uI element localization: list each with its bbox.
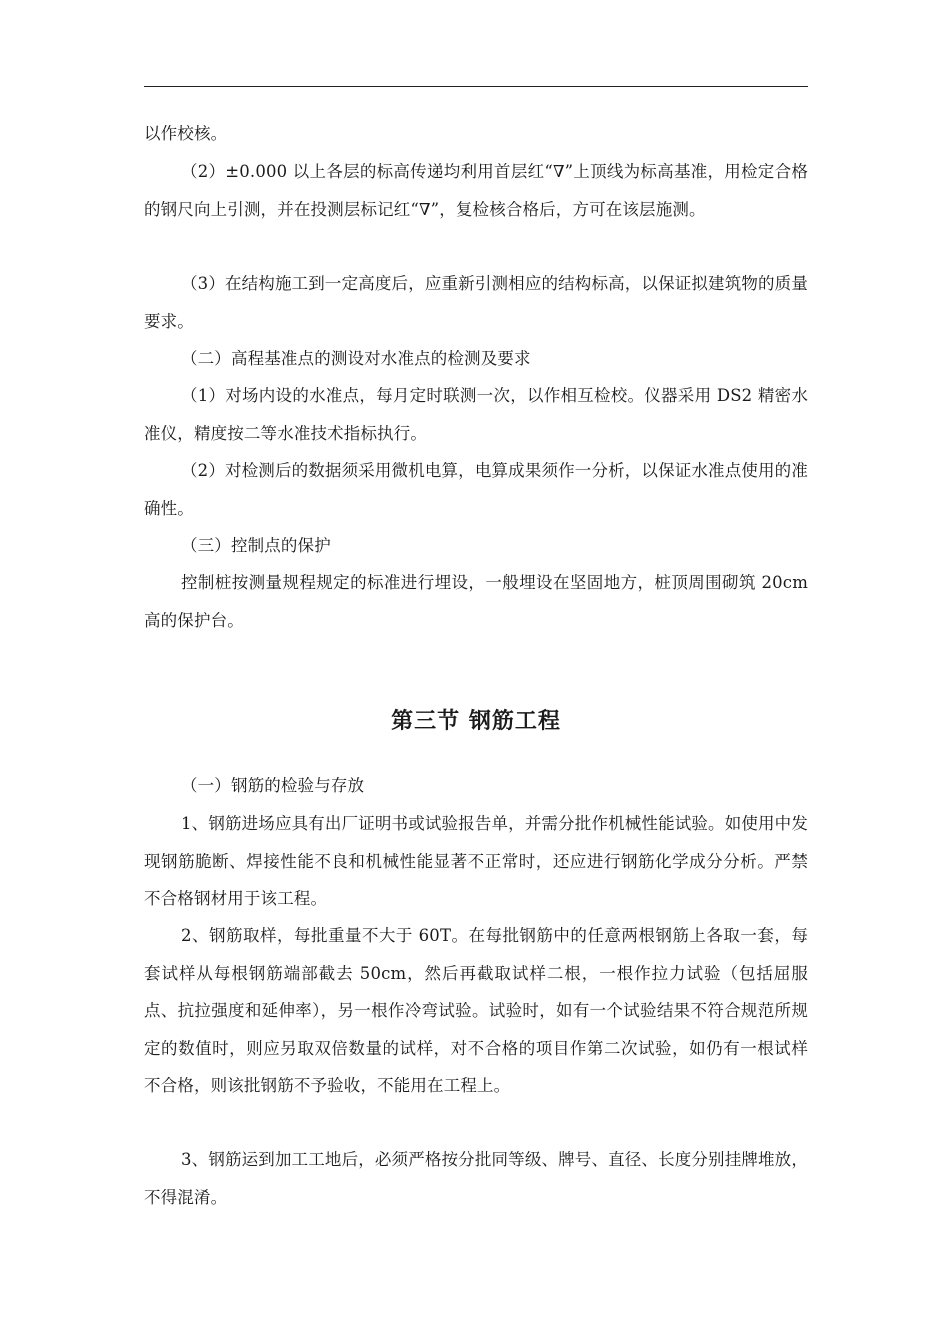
paragraph-rebar-sampling: 2、钢筋取样，每批重量不大于 60T。在每批钢筋中的任意两根钢筋上各取一套，每套试样从每根钢筋端部截去 50cm，然后再截取试样二根，一根作拉力试验（包括屈服点、抗拉强度和延伸率），另一根作冷弯试验。试验时，如有一个试验结果不符合规范所规定的数值时，则应另取双倍数量的试样，对不合格的项目作第二次试验，如仍有一根试样不合格，则该批钢筋不予验收，不能用在工程上。 (144, 926, 808, 1095)
subheading-control-points: （三）控制点的保护 (181, 536, 331, 555)
paragraph-structure-elevation: （3）在结构施工到一定高度后，应重新引测相应的结构标高，以保证拟建筑物的质量要求。 (144, 274, 808, 331)
header-rule (144, 86, 808, 87)
paragraph-rebar-storage: 3、钢筋运到加工工地后，必须严格按分批同等级、牌号、直径、长度分别挂牌堆放，不得混淆。 (144, 1150, 808, 1207)
paragraph-rebar-entry: 1、钢筋进场应具有出厂证明书或试验报告单，并需分批作机械性能试验。如使用中发现钢筋脆断、焊接性能不良和机械性能显著不正常时，还应进行钢筋化学成分分析。严禁不合格钢材用于该工程。 (144, 814, 808, 908)
subheading-benchmark: （二）高程基准点的测设对水准点的检测及要求 (181, 349, 531, 368)
paragraph-control-points: 控制桩按测量规程规定的标准进行埋设，一般埋设在坚固地方，桩顶周围砌筑 20cm 高的保护台。 (144, 573, 808, 630)
paragraph-elevation-transfer: （2）±0.000 以上各层的标高传递均利用首层红“∇”上顶线为标高基准，用检定合格的钢尺向上引测，并在投测层标记红“∇”，复检核合格后，方可在该层施测。 (144, 162, 808, 219)
paragraph-continuation: 以作校核。 (144, 124, 228, 143)
subheading-rebar-inspection: （一）钢筋的检验与存放 (181, 776, 365, 795)
paragraph-data-check: （2）对检测后的数据须采用微机电算，电算成果须作一分析，以保证水准点使用的准确性。 (144, 461, 808, 518)
document-page (144, 0, 808, 1344)
paragraph-benchmark-survey: （1）对场内设的水准点，每月定时联测一次，以作相互检校。仪器采用 DS2 精密水准仪，精度按二等水准技术指标执行。 (144, 386, 808, 443)
section-title: 第三节 钢筋工程 (391, 709, 561, 734)
